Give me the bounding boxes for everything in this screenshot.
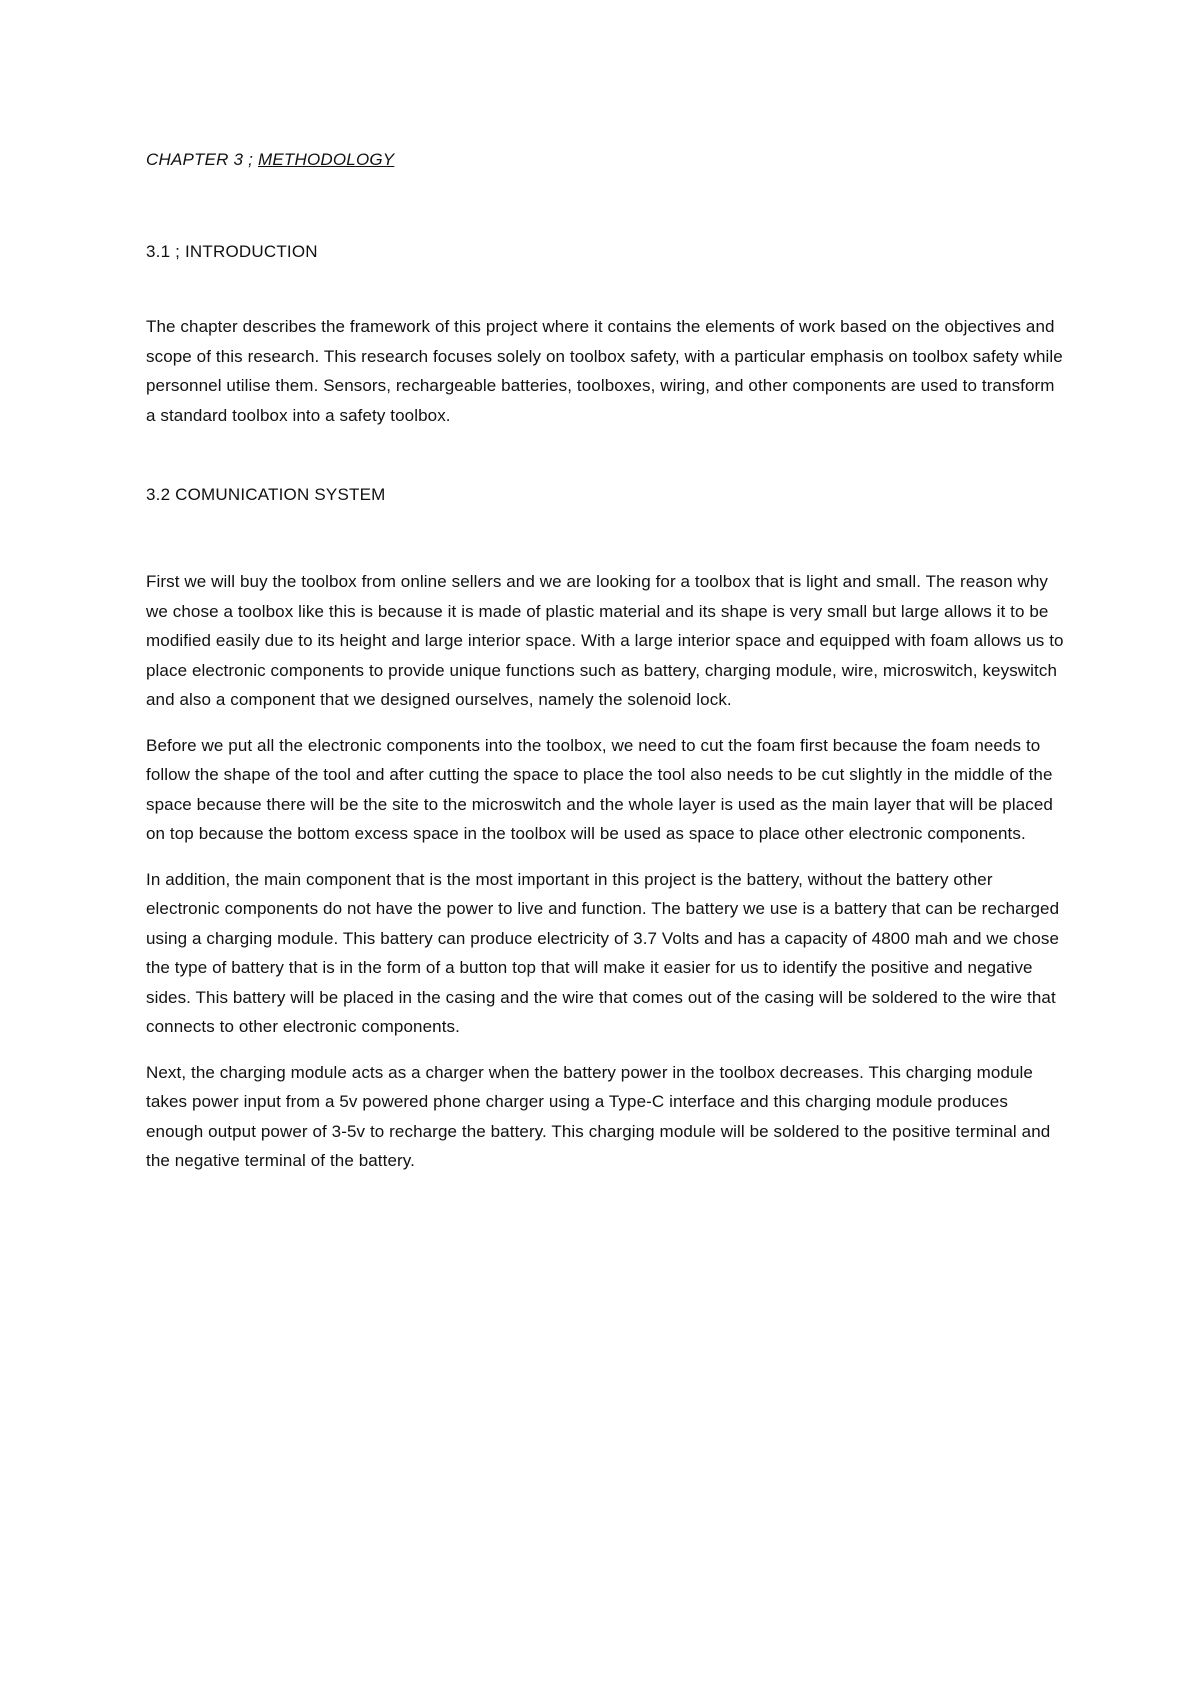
paragraph-charging-module: Next, the charging module acts as a charger when the battery power in the toolbox decreases. This charging module takes power input from a 5v powered phone charger using a Type-C interface and this charging module produces enough output power of 3-5v to recharge the battery. This charging module will be soldered to the positive terminal and the negative terminal of the battery. [146,1062,1051,1170]
chapter-title: METHODOLOGY [258,150,395,169]
chapter-label: CHAPTER 3 ; [146,150,254,169]
section-heading-communication-system: 3.2 COMUNICATION SYSTEM [146,485,386,504]
paragraph-toolbox-selection: First we will buy the toolbox from online sellers and we are looking for a toolbox that is light and small. The reason why we chose a toolbox like this is because it is made of plastic material and its shape is very small but large allows it to be modified easily due to its height and large interior space. With a large interior space and equipped with foam allows us to place electronic components to provide unique functions such as battery, charging module, wire, microswitch, keyswitch and also a component that we designed ourselves, namely the solenoid lock. [146,572,1064,709]
paragraph-introduction: The chapter describes the framework of this project where it contains the elements of work based on the objectives and scope of this research. This research focuses solely on toolbox safety, with a particular emphasis on toolbox safety while personnel utilise them. Sensors, rechargeable batteries, toolboxes, wiring, and other components are used to transform a standard toolbox into a safety toolbox. [146,317,1063,425]
section-heading-introduction: 3.1 ; INTRODUCTION [146,242,318,261]
document-body [146,148,1066,1176]
paragraph-foam-cutting: Before we put all the electronic components into the toolbox, we need to cut the foam first because the foam needs to follow the shape of the tool and after cutting the space to place the tool also needs to be cut slightly in the middle of the space because there will be the site to the microswitch and the whole layer is used as the main layer that will be placed on top because the bottom excess space in the toolbox will be used as space to place other electronic components. [146,735,1053,843]
paragraph-battery: In addition, the main component that is the most important in this project is the battery, without the battery other electronic components do not have the power to live and function. The battery we use is a battery that can be recharged using a charging module. This battery can produce electricity of 3.7 Volts and has a capacity of 4800 mah and we chose the type of battery that is in the form of a button top that will make it easier for us to identify the positive and negative sides. This battery will be placed in the casing and the wire that comes out of the casing will be soldered to the wire that connects to other electronic components. [146,869,1060,1036]
chapter-heading [146,148,1066,172]
